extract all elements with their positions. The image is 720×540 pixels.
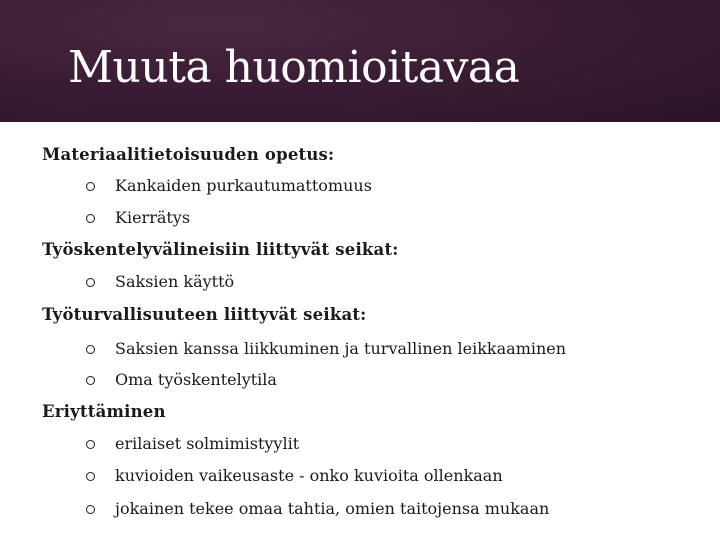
list-item-text: Kankaiden purkautumattomuus: [115, 176, 372, 195]
section-heading-safety: Työturvallisuuteen liittyvät seikat:: [42, 305, 367, 324]
section-heading-tools: Työskentelyvälineisiin liittyvät seikat:: [42, 240, 399, 259]
hollow-circle-bullet-icon: [86, 214, 95, 223]
list-item: [86, 176, 372, 196]
list-item: [86, 272, 234, 292]
slide-title: Muuta huomioitavaa: [68, 42, 520, 93]
hollow-circle-bullet-icon: [86, 182, 95, 191]
list-item: [86, 434, 299, 454]
list-item-text: Saksien kanssa liikkuminen ja turvallinen leikkaaminen: [115, 339, 567, 358]
hollow-circle-bullet-icon: [86, 472, 95, 481]
list-item-text: Saksien käyttö: [115, 272, 235, 291]
list-item: [86, 339, 566, 359]
hollow-circle-bullet-icon: [86, 376, 95, 385]
list-item-text: Oma työskentelytila: [115, 370, 277, 389]
list-item-text: erilaiset solmimistyylit: [115, 434, 300, 453]
list-item: [86, 499, 549, 519]
list-item-text: Kierrätys: [115, 208, 191, 227]
hollow-circle-bullet-icon: [86, 345, 95, 354]
list-item-text: kuvioiden vaikeusaste - onko kuvioita ollenkaan: [115, 466, 503, 485]
list-item-text: jokainen tekee omaa tahtia, omien taitojensa mukaan: [115, 499, 550, 518]
hollow-circle-bullet-icon: [86, 505, 95, 514]
list-item: [86, 208, 190, 228]
list-item: [86, 370, 277, 390]
list-item: [86, 466, 503, 486]
hollow-circle-bullet-icon: [86, 440, 95, 449]
section-heading-differentiation: Eriyttäminen: [42, 402, 166, 421]
hollow-circle-bullet-icon: [86, 278, 95, 287]
section-heading-materials: Materiaalitietoisuuden opetus:: [42, 145, 335, 164]
